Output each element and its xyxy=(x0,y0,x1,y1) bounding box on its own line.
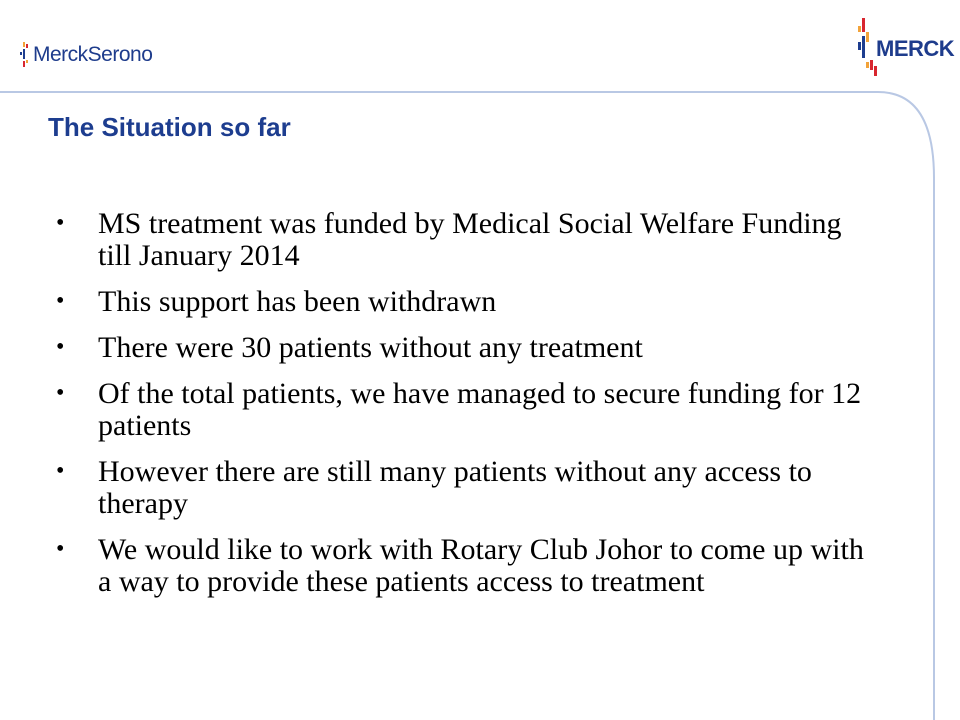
bullet-item xyxy=(48,208,878,272)
merck-serono-logo xyxy=(20,40,152,70)
bullet-text: Of the total patients, we have managed to secure funding for 12 patients xyxy=(98,377,862,442)
bullet-dot-icon: • xyxy=(56,288,65,314)
bullet-dot-icon: • xyxy=(56,334,65,360)
bullet-dot-icon: • xyxy=(56,536,65,562)
merck-logo-bar-icon xyxy=(858,42,861,50)
bullet-item xyxy=(48,332,878,364)
merck-logo-bar-icon xyxy=(862,18,865,32)
bullet-dot-icon: • xyxy=(56,458,65,484)
bullet-list xyxy=(48,208,878,612)
merck-logo-text: MERCK xyxy=(876,36,955,61)
bullet-dot-icon: • xyxy=(56,210,65,236)
merck-logo-bar-icon xyxy=(870,60,873,70)
merck-serono-logo-text: MerckSerono xyxy=(33,43,153,66)
bullet-item xyxy=(48,456,878,520)
bullet-text: There were 30 patients without any treatment xyxy=(98,331,643,364)
merck-logo-bar-icon xyxy=(866,62,869,68)
bullet-text: This support has been withdrawn xyxy=(98,285,497,318)
frame-curve-line xyxy=(878,92,934,720)
slide-title: The Situation so far xyxy=(48,112,291,142)
bullet-item xyxy=(48,378,878,442)
merck-logo-bar-icon xyxy=(862,36,865,58)
merck-logo-bar-icon xyxy=(866,32,869,42)
bullet-dot-icon: • xyxy=(56,380,65,406)
merck-logo xyxy=(858,18,955,80)
merck-logo-bar-icon xyxy=(858,26,861,32)
bullet-item xyxy=(48,534,878,598)
merck-serono-logo-mark-icon xyxy=(20,40,30,70)
bullet-text: We would like to work with Rotary Club Johor to come up with a way to provide these patients access to treatment xyxy=(98,533,864,598)
bullet-item xyxy=(48,286,878,318)
merck-logo-bar-icon xyxy=(874,66,877,76)
bullet-text: However there are still many patients without any access to therapy xyxy=(98,455,812,520)
bullet-text: MS treatment was funded by Medical Social Welfare Funding till January 2014 xyxy=(98,207,842,272)
